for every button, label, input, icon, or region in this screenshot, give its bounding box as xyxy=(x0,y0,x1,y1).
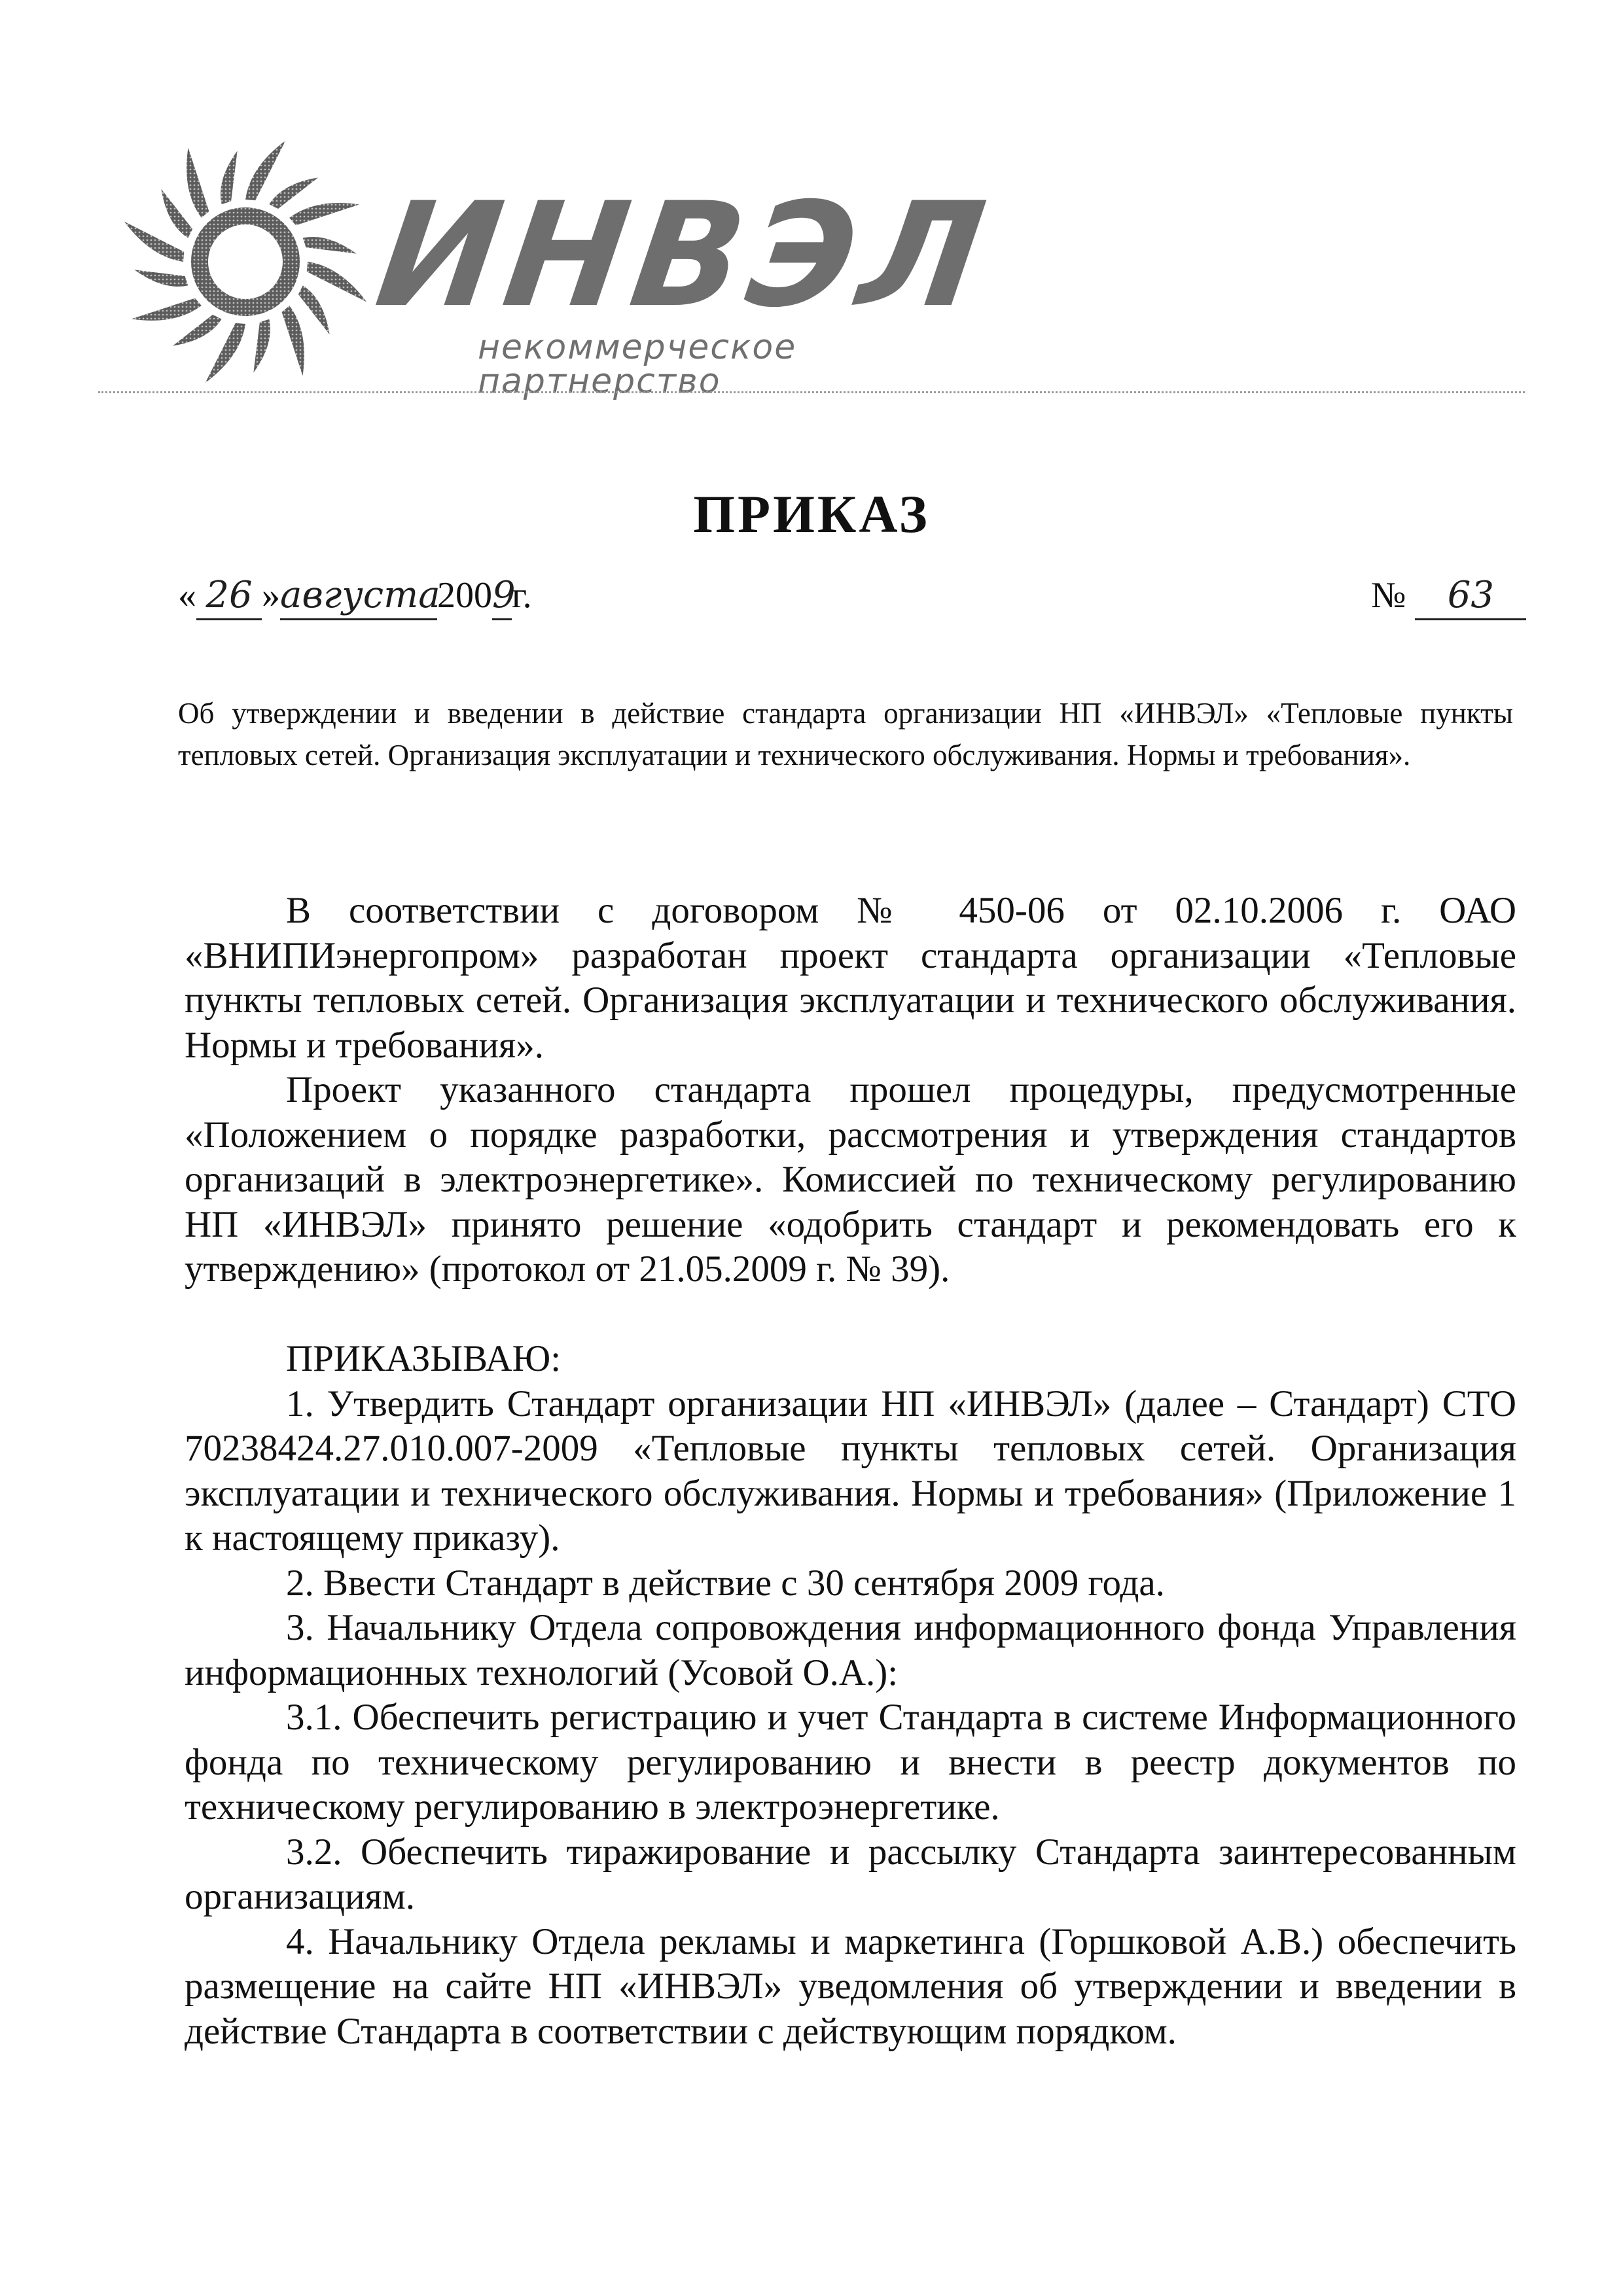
date-month: августа xyxy=(280,573,437,620)
order-date xyxy=(178,563,532,628)
order-body xyxy=(185,889,1516,2054)
brand-name: ИНВЭЛ xyxy=(368,171,1001,339)
date-year-prefix: 200 xyxy=(437,575,492,616)
sun-ray xyxy=(303,237,357,254)
sun-ray xyxy=(307,262,366,302)
date-year-digit: 9 xyxy=(492,573,512,620)
sun-ray xyxy=(161,189,192,238)
order-subject: Об утверждении и введении в действие стандарта организации НП «ИНВЭЛ» «Тепловые пункты тепловых сетей. Организация эксплуатации и технического обслуживания. Нормы и требования». xyxy=(178,697,1513,771)
sun-ray xyxy=(173,315,222,346)
date-close-quote: » xyxy=(262,575,280,616)
sun-ray xyxy=(289,203,359,225)
order-item: 3.2. Обеспечить тиражирование и рассылку Стандарта заинтересованным организациям. xyxy=(185,1831,1516,1917)
sun-ray xyxy=(124,222,184,262)
sun-ray xyxy=(205,323,245,383)
number-value: 63 xyxy=(1415,573,1526,620)
body-paragraph: Проект указанного стандарта прошел процедуры, предусмотренные «Положением о порядке разработки, рассмотрения и утверждения стандартов организаций в электроэнергетике». Комиссией по техническому регулированию НП «ИНВЭЛ» принято решение «одобрить стандарт и рекомендовать его к утверждению» (протокол от 21.05.2009 г. № 39). xyxy=(185,1069,1516,1290)
date-year-suffix: г. xyxy=(512,575,532,616)
letterhead-logo xyxy=(98,105,1001,401)
sun-ray xyxy=(187,148,209,218)
order-item: 2. Ввести Стандарт в действие с 30 сентября 2009 года. xyxy=(286,1562,1165,1604)
date-open-quote: « xyxy=(178,575,196,616)
order-heading: ПРИКАЗЫВАЮ: xyxy=(286,1338,562,1379)
body-paragraph: В соответствии с договором № 450-06 от 02.10.2006 г. ОАО «ВНИПИэнергопром» разработан проект стандарта организации «Тепловые пункты тепловых сетей. Организация эксплуатации и технического обслуживания. Нормы и требования». xyxy=(185,890,1516,1066)
document-title: ПРИКАЗ xyxy=(693,484,930,544)
sun-ray xyxy=(221,150,238,204)
order-number xyxy=(1371,563,1526,628)
order-item: 3. Начальнику Отдела сопровождения информационного фонда Управления информационных технологий (Усовой О.А.): xyxy=(185,1607,1516,1693)
header-divider xyxy=(98,391,1525,393)
order-item: 3.1. Обеспечить регистрацию и учет Стандарта в системе Информационного фонда по техническому регулированию и внести в реестр документов по техническому регулированию в электроэнергетике. xyxy=(185,1697,1516,1828)
sun-ray xyxy=(269,177,318,209)
sun-ray xyxy=(245,141,285,200)
sun-ray xyxy=(134,270,188,287)
brand-subtitle: некоммерческое партнерство xyxy=(478,328,797,401)
sun-ray xyxy=(282,306,304,376)
sun-ray xyxy=(132,298,202,321)
sun-ray xyxy=(298,285,330,334)
sun-ray xyxy=(253,319,270,373)
sun-emblem-icon xyxy=(98,124,399,386)
date-day: 26 xyxy=(196,573,262,620)
number-label: № xyxy=(1371,575,1406,616)
order-item: 1. Утвердить Стандарт организации НП «ИНВЭЛ» (далее – Стандарт) СТО 70238424.27.010.007-2009 «Тепловые пункты тепловых сетей. Организация эксплуатации и технического обслуживания. Нормы и требования» (Приложение 1 к настоящему приказу). xyxy=(185,1383,1516,1559)
order-item: 4. Начальнику Отдела рекламы и маркетинга (Горшковой А.В.) обеспечить размещение на сайте НП «ИНВЭЛ» уведомления об утверждении и введении в действие Стандарта в соответствии с действующим порядком. xyxy=(185,1920,1516,2052)
